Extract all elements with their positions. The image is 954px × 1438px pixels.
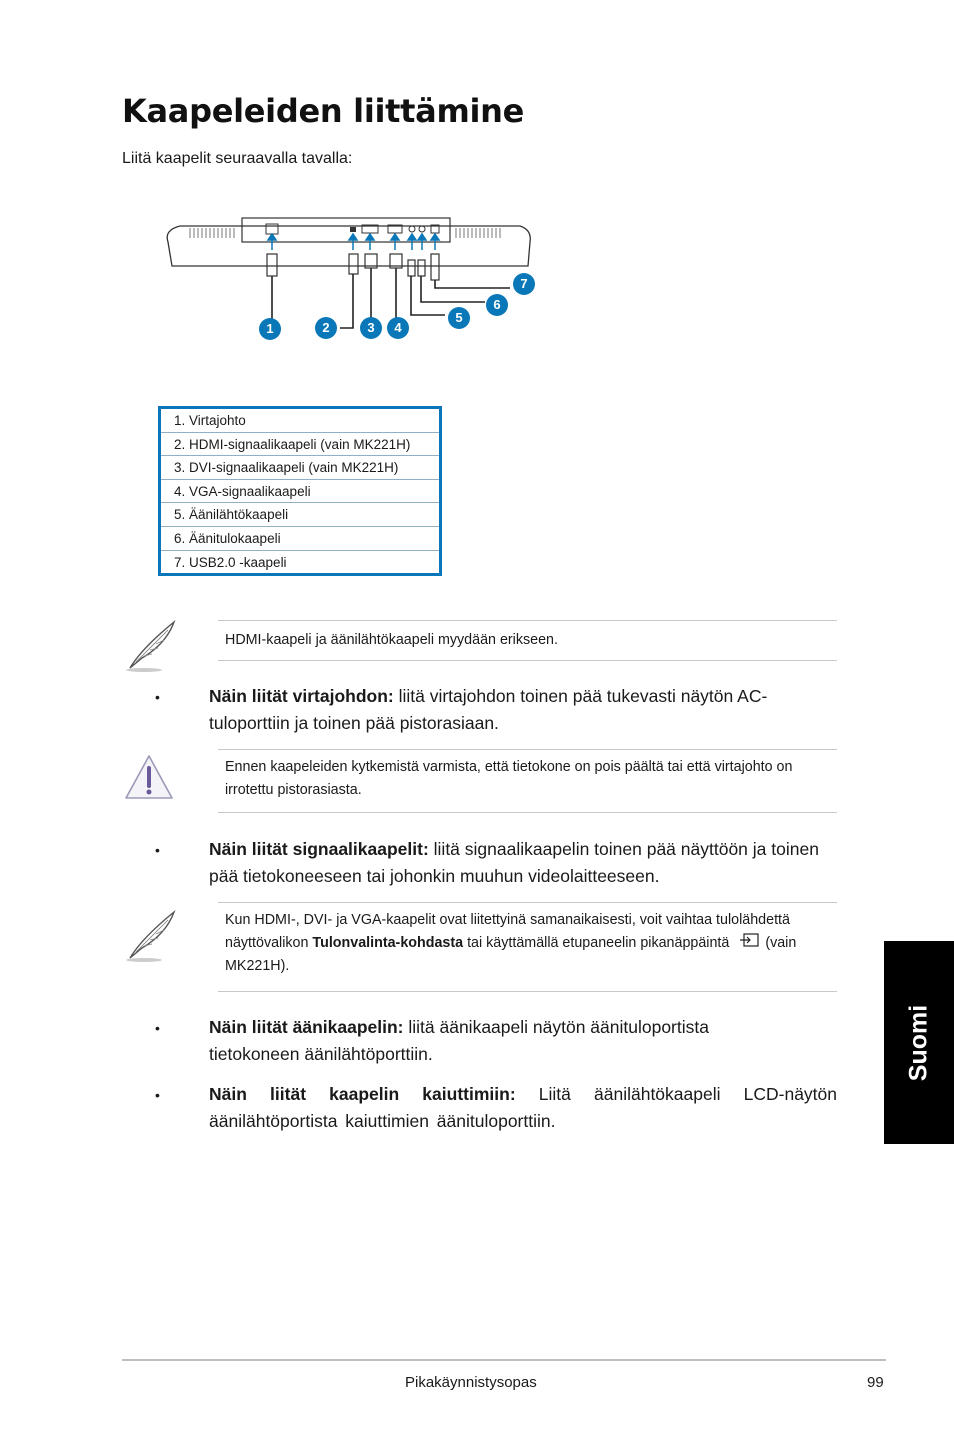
page-number: 99: [867, 1374, 884, 1391]
bullet-signal-cables: [209, 836, 837, 890]
note-input-switching: [218, 902, 837, 992]
diagram-badge-4: 4: [387, 317, 409, 339]
bullet-body: liitä signaalikaapelin toinen pää näyttöön ja toinen pää tietokoneeseen tai johonkin muuhun videolaitteeseen.: [209, 839, 819, 886]
legend-item: 4. VGA-signaalikaapeli: [161, 479, 439, 503]
note-text: HDMI-kaapeli ja äänilähtökaapeli myydään erikseen.: [225, 632, 558, 648]
cable-legend-table: [158, 406, 442, 576]
bullet-marker: •: [155, 1020, 160, 1036]
bullet-marker: •: [155, 689, 160, 705]
bullet-heading: Näin liität signaalikaapelit:: [209, 839, 429, 859]
monitor-rear-illustration: [160, 210, 540, 360]
footer-divider: [122, 1359, 886, 1361]
bullet-body: liitä virtajohdon toinen pää tukevasti näytön AC-tuloporttiin ja toinen pää pistorasiaan.: [209, 686, 768, 733]
note-text-c: (vain MK221H).: [225, 935, 797, 974]
bullet-marker: •: [155, 842, 160, 858]
diagram-badge-3: 3: [360, 317, 382, 339]
bullet-audio-cable: [209, 1014, 789, 1068]
warning-triangle-icon: [122, 752, 176, 804]
page-title: Kaapeleiden liittämine: [122, 92, 525, 130]
legend-item: 3. DVI-signaalikaapeli (vain MK221H): [161, 455, 439, 479]
feather-pen-icon: [122, 908, 182, 964]
legend-item: 5. Äänilähtökaapeli: [161, 502, 439, 526]
note-text-bold: Tulonvalinta-kohdasta: [312, 935, 464, 951]
intro-text: Liitä kaapelit seuraavalla tavalla:: [122, 150, 353, 167]
diagram-badge-5: 5: [448, 307, 470, 329]
diagram-badge-7: 7: [513, 273, 535, 295]
bullet-power-cord: [209, 683, 837, 737]
bullet-heading: Näin liität äänikaapelin:: [209, 1017, 404, 1037]
warning-power-off: [218, 749, 837, 813]
feather-pen-icon: [122, 618, 182, 674]
input-source-icon: [739, 933, 761, 949]
note-text-b: tai käyttämällä etupaneelin pikanäppäintä: [463, 935, 730, 951]
bullet-body: liitä äänikaapeli näytön äänituloportista tietokoneen äänilähtöporttiin.: [209, 1017, 709, 1064]
legend-item: 7. USB2.0 -kaapeli: [161, 550, 439, 574]
warning-text: Ennen kaapeleiden kytkemistä varmista, että tietokone on pois päältä tai että virtajohto on irrotettu pistorasiasta.: [225, 759, 793, 798]
note-hdmi-sold-separately: [218, 620, 837, 661]
connection-diagram: [160, 210, 540, 360]
bullet-heading: Näin liität virtajohdon:: [209, 686, 394, 706]
legend-item: 2. HDMI-signaalikaapeli (vain MK221H): [161, 432, 439, 456]
note-text-a: Kun HDMI-, DVI- ja VGA-kaapelit ovat liitettyinä samanaikaisesti, voit vaihtaa tulolähdettä näyttövalikon: [225, 912, 790, 951]
diagram-badge-1: 1: [259, 318, 281, 340]
diagram-badge-2: 2: [315, 317, 337, 339]
bullet-speakers: [209, 1081, 837, 1135]
footer-title: Pikakäynnistysopas: [405, 1374, 537, 1391]
language-side-tab: [884, 941, 954, 1144]
diagram-badge-6: 6: [486, 294, 508, 316]
bullet-marker: •: [155, 1087, 160, 1103]
legend-item: 6. Äänitulokaapeli: [161, 526, 439, 550]
bullet-heading: Näin liität kaapelin kaiuttimiin:: [209, 1084, 516, 1104]
legend-item: 1. Virtajohto: [174, 413, 246, 428]
language-tab-label: Suomi: [904, 1004, 933, 1081]
bullet-body: Liitä äänilähtökaapeli LCD-näytön äänilähtöportista kaiuttimien äänituloporttiin.: [209, 1084, 838, 1131]
